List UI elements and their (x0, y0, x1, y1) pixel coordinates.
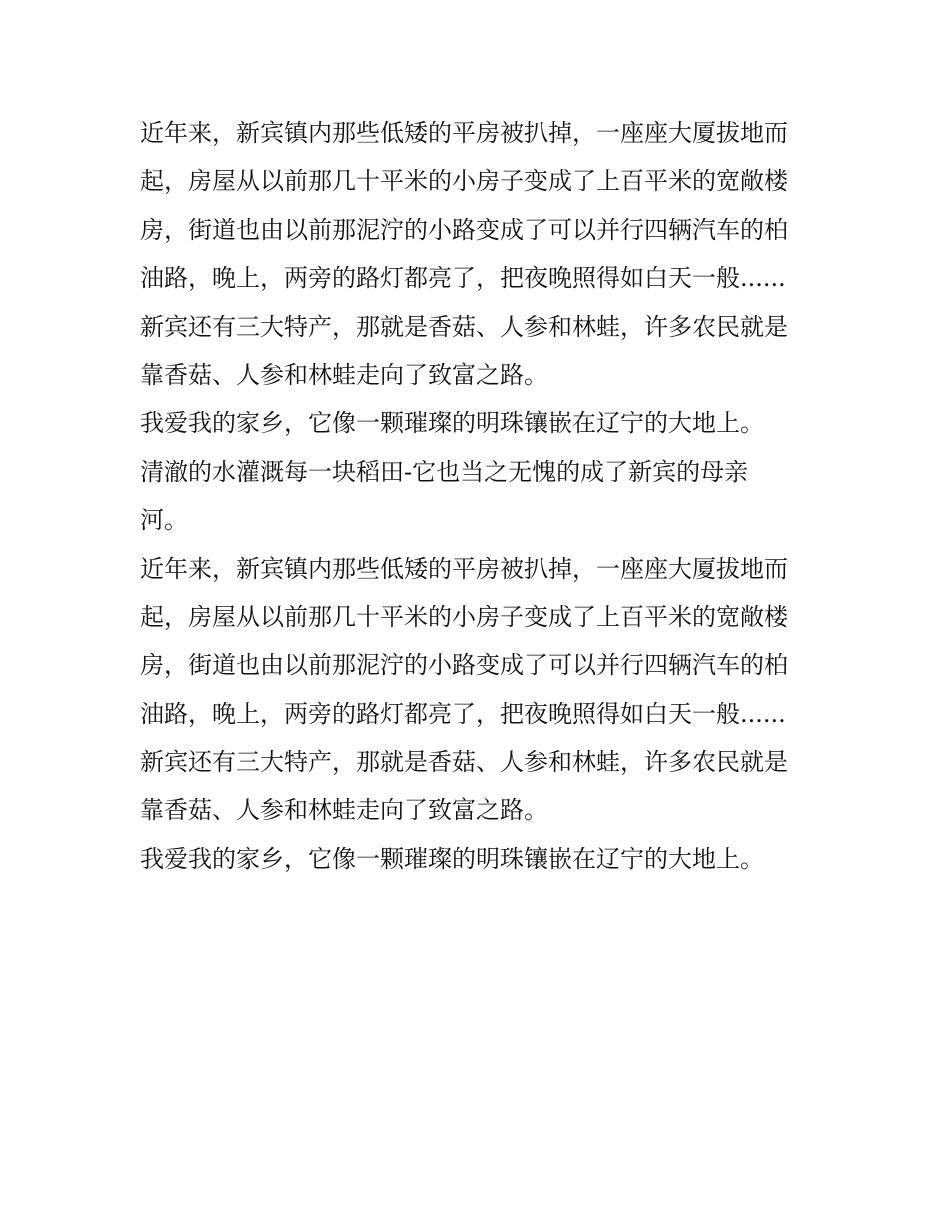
text-line: 河。 (140, 506, 188, 535)
text-line: 靠香菇、人参和林蛙走向了致富之路。 (140, 360, 548, 389)
text-line: 新宾还有三大特产，那就是香菇、人参和林蛙，许多农民就是 (140, 312, 788, 341)
text-line: 清澈的水灌溉每一块稻田-它也当之无愧的成了新宾的母亲 (140, 457, 749, 486)
text-line: 油路，晚上，两旁的路灯都亮了，把夜晚照得如白天一般...... (140, 264, 786, 293)
text-line: 近年来，新宾镇内那些低矮的平房被扒掉，一座座大厦拔地而 (140, 554, 788, 583)
text-line: 起，房屋从以前那几十平米的小房子变成了上百平米的宽敞楼 (140, 167, 788, 196)
text-line: 新宾还有三大特产，那就是香菇、人参和林蛙，许多农民就是 (140, 748, 788, 777)
document-body (140, 109, 830, 883)
text-line: 油路，晚上，两旁的路灯都亮了，把夜晚照得如白天一般...... (140, 699, 786, 728)
text-line: 房，街道也由以前那泥泞的小路变成了可以并行四辆汽车的柏 (140, 651, 788, 680)
text-line: 我爱我的家乡，它像一颗璀璨的明珠镶嵌在辽宁的大地上。 (140, 844, 764, 873)
text-line: 近年来，新宾镇内那些低矮的平房被扒掉，一座座大厦拔地而 (140, 119, 788, 147)
text-line: 房，街道也由以前那泥泞的小路变成了可以并行四辆汽车的柏 (140, 215, 788, 244)
text-line: 起，房屋从以前那几十平米的小房子变成了上百平米的宽敞楼 (140, 602, 788, 631)
text-line: 我爱我的家乡，它像一颗璀璨的明珠镶嵌在辽宁的大地上。 (140, 409, 764, 438)
text-line: 靠香菇、人参和林蛙走向了致富之路。 (140, 796, 548, 825)
